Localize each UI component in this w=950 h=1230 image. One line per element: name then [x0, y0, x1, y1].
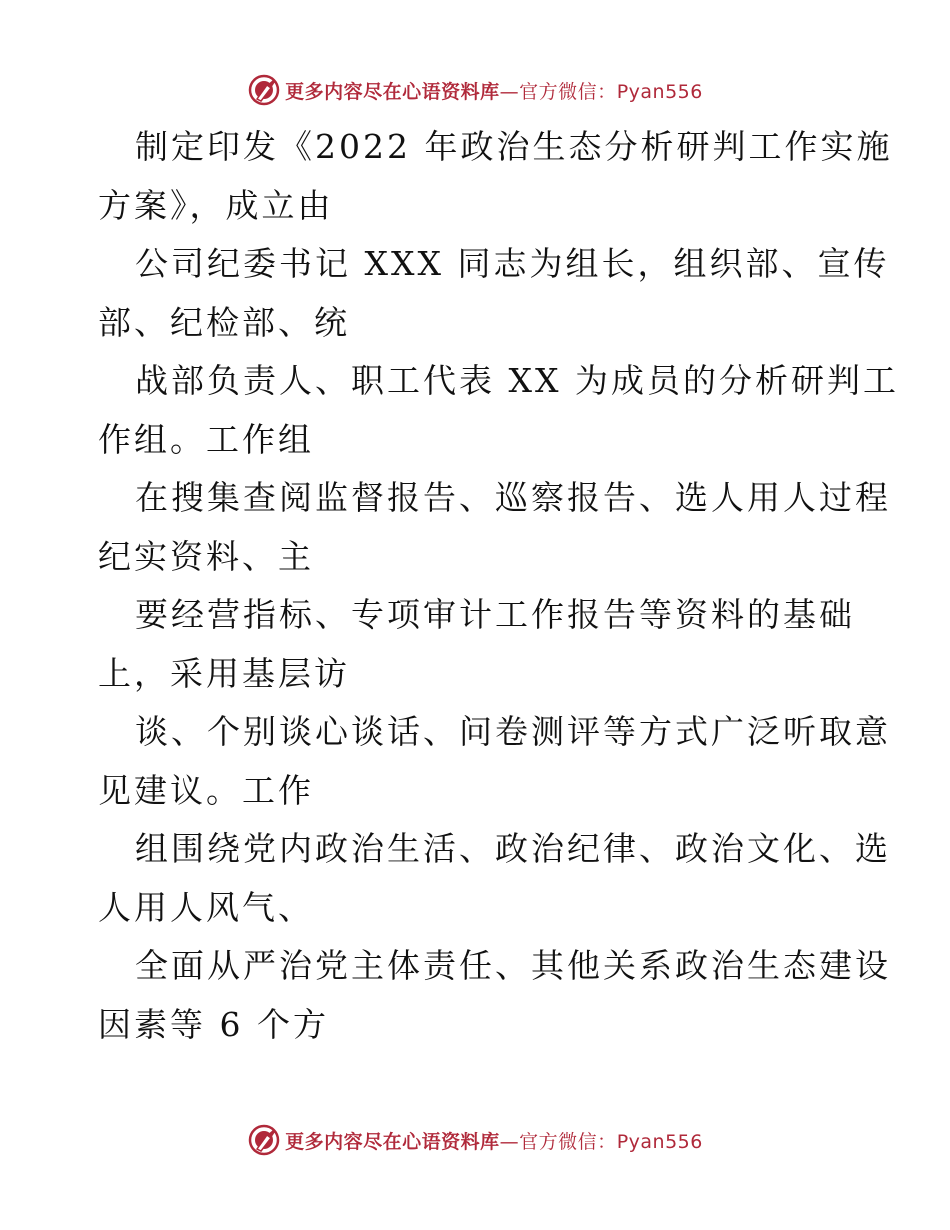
- body-line: 制定印发《2022 年政治生态分析研判工作实施: [135, 127, 893, 166]
- pen-nib-logo-icon: [247, 1123, 281, 1157]
- pen-nib-logo-icon: [247, 73, 281, 107]
- footer-banner: [0, 1120, 950, 1160]
- footer-separator: —: [499, 1130, 520, 1153]
- body-line: 因素等 6 个方: [98, 1004, 329, 1044]
- body-line: 见建议。工作: [98, 770, 314, 810]
- footer-wechat-id: Pyan556: [616, 1130, 703, 1153]
- body-line: 战部负责人、职工代表 XX 为成员的分析研判工: [135, 361, 899, 400]
- body-line: 人用人风气、: [98, 887, 314, 927]
- body-line: 方案》，成立由: [98, 185, 334, 225]
- header-banner-text: [285, 77, 703, 104]
- footer-wechat-label: 官方微信：: [519, 1130, 617, 1153]
- body-line: 组围绕党内政治生活、政治纪律、政治文化、选: [135, 829, 891, 868]
- body-line: 作组。工作组: [98, 419, 314, 459]
- body-line: 在搜集查阅监督报告、巡察报告、选人用人过程: [135, 478, 891, 517]
- footer-banner-text: [285, 1127, 703, 1154]
- body-line: 全面从严治党主体责任、其他关系政治生态建设: [135, 946, 891, 985]
- document-body: [98, 118, 899, 1054]
- header-wechat-label: 官方微信：: [519, 80, 617, 103]
- header-brand: 更多内容尽在心语资料库: [285, 80, 500, 103]
- body-line: 部、纪检部、统: [98, 302, 350, 342]
- header-separator: —: [499, 80, 520, 103]
- header-wechat-id: Pyan556: [616, 80, 703, 103]
- body-line: 上，采用基层访: [98, 653, 350, 693]
- body-line: 纪实资料、主: [98, 536, 314, 576]
- body-line: 要经营指标、专项审计工作报告等资料的基础: [135, 595, 855, 634]
- footer-brand: 更多内容尽在心语资料库: [285, 1130, 500, 1153]
- body-line: 谈、个别谈心谈话、问卷测评等方式广泛听取意: [135, 712, 891, 751]
- body-line: 公司纪委书记 XXX 同志为组长，组织部、宣传: [135, 244, 890, 283]
- header-banner: [0, 70, 950, 110]
